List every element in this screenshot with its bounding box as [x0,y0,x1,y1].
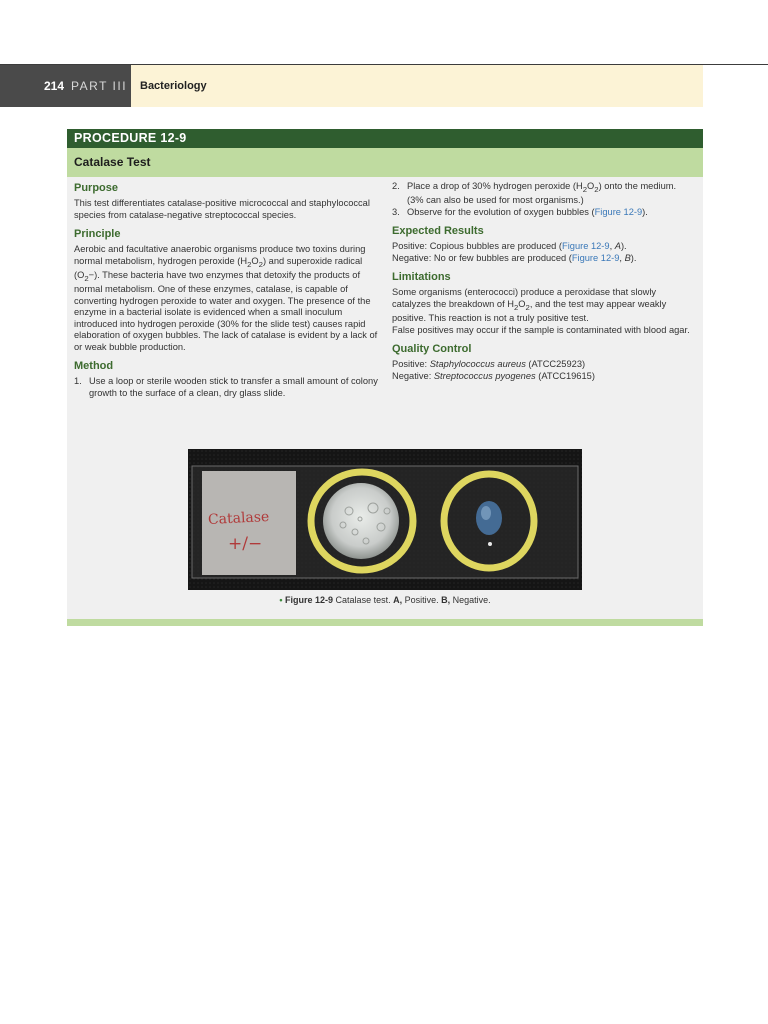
procedure-bottom-bar [67,619,703,626]
qc-positive: Positive: Staphylococcus aureus (ATCC25923) [392,359,586,370]
limitations-text-2: False positives may occur if the sample is contaminated with blood agar. [392,324,690,335]
figure-link[interactable]: Figure 12-9 [571,252,620,263]
procedure-title: Catalase Test [67,148,703,177]
procedure-box [67,129,703,626]
figure-link[interactable]: Figure 12-9 [562,241,610,252]
figure-caption: • Figure 12-9 Catalase test. A, Positive. B, Negative. [279,595,491,605]
left-column [74,181,379,399]
expected-positive: Positive: Copious bubbles are produced (Figure 12-9, A). [392,241,627,252]
catalase-slide-photo [188,449,582,590]
header-part-block [0,65,131,107]
slide-illustration [188,449,582,590]
quality-control-heading: Quality Control [392,343,472,356]
figure-link[interactable]: Figure 12-9 [594,206,643,217]
procedure-label: PROCEDURE 12-9 [67,129,703,148]
limitations-heading: Limitations [392,271,451,284]
expected-negative: Negative: No or few bubbles are produced (Figure 12-9, B). [392,252,637,263]
principle-heading: Principle [74,228,121,240]
chapter-title: Bacteriology [131,65,703,107]
method-heading: Method [74,360,114,373]
qc-negative: Negative: Streptococcus pyogenes (ATCC19615) [392,370,595,381]
handwritten-label: Catalase [207,508,270,529]
principle-text: Aerobic and facultative anaerobic organisms produce two toxins during normal metabolism, hydrogen peroxide $(H_2O_2)$ and superoxide radical $(O_2-)$. These bacteria have two enzymes that detoxify the products of normal metabolism. One of these enzymes, catalase, is capable of converting hydrogen peroxide to water and oxygen. The presence of the enzyme in a bacterial isolate is evidenced when a small inoculum introduced into hydrogen peroxide (30% for the slide test) causes rapid elaboration of oxygen bubbles. The lack of catalase is evident by a lack of or weak bubble production. [74,244,378,352]
page-number: 214 [44,79,65,93]
purpose-heading: Purpose [74,182,119,194]
limitations-text-1: Some organisms (enterococci) produce a peroxidase that slowly catalyzes the breakdown of $H_2O_2$, and the test may appear weakly positive. This reaction is not a truly positive test. [392,287,667,324]
method-step-2: 2. Place a drop of 30% hydrogen peroxide $(H_2O_2)$ onto the medium. (3% can also be used for most organisms.) [392,181,677,206]
caption-bullet-icon: • [279,595,283,605]
handwritten-sign: +/− [228,534,263,554]
method-step-3: 3. Observe for the evolution of oxygen bubbles (Figure 12-9). [392,206,648,217]
right-column [392,181,692,382]
expected-results-heading: Expected Results [392,225,484,238]
running-header [0,65,703,107]
part-label: PART III [71,79,128,93]
method-step-1: 1. Use a loop or sterile wooden stick to transfer a small amount of colony growth to the surface of a clean, dry glass slide. [74,376,378,398]
purpose-text: This test differentiates catalase-positive micrococcal and staphylococcal species from catalase-negative streptococcal species. [74,198,370,220]
